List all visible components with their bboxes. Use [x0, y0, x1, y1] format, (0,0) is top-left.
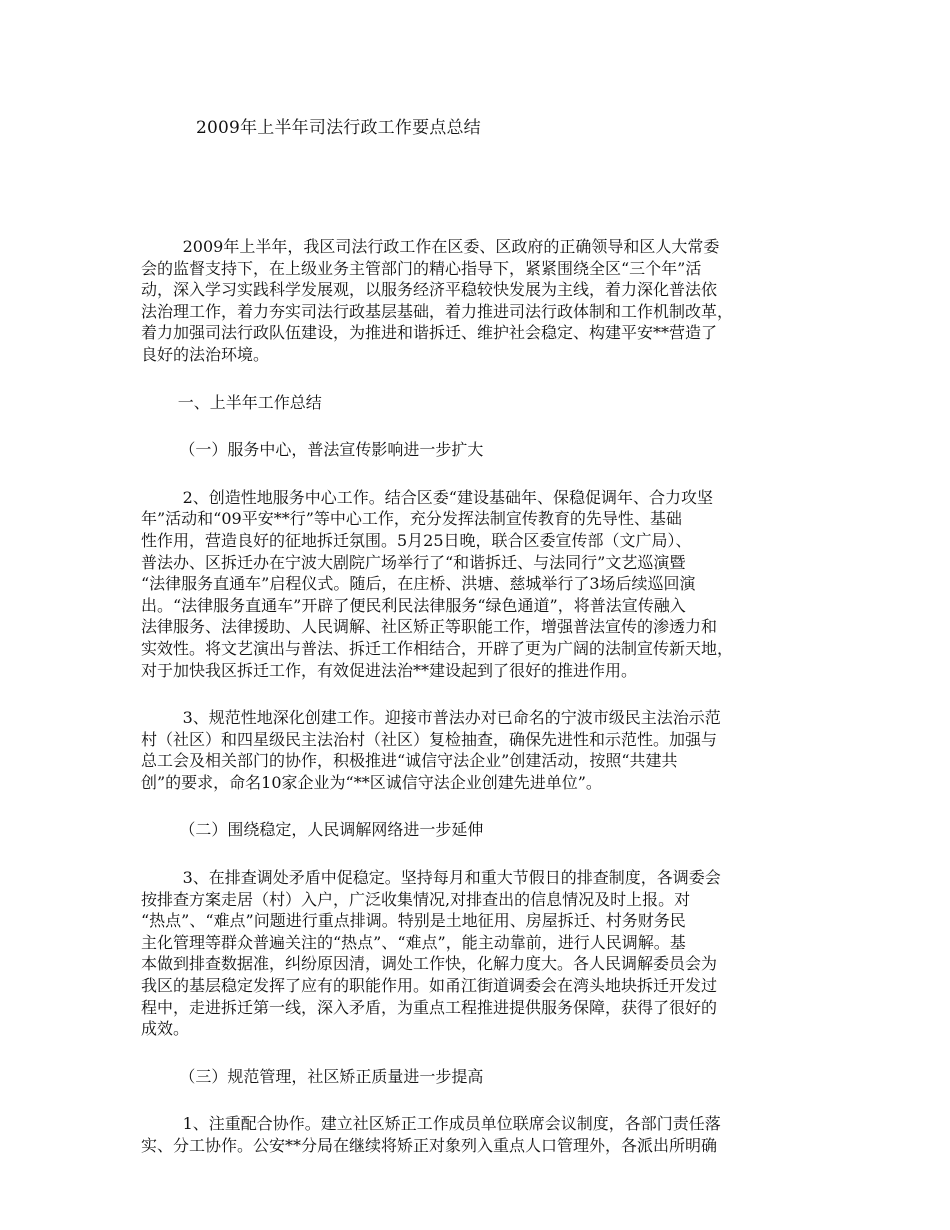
intro-paragraph — [141, 236, 831, 366]
text-line: 程中，走进拆迁第一线，深入矛盾，为重点工程推进提供服务保障，获得了很好的 — [141, 997, 718, 1017]
subsection-heading-3: （三）规范管理，社区矫正质量进一步提高 — [179, 1066, 484, 1086]
text-line: 3、规范性地深化创建工作。迎接市普法办对已命名的宁波市级民主法治示范 — [182, 708, 721, 728]
text-line: 实效性。将文艺演出与普法、拆迁工作相结合，开辟了更为广阔的法制宣传新天地， — [141, 638, 734, 658]
text-line: 2009年上半年，我区司法行政工作在区委、区政府的正确领导和区人大常委 — [182, 237, 720, 256]
paragraph-dispute-mediation — [141, 867, 831, 1040]
text-line: 动，深入学习实践科学发展观，以服务经济平稳较快发展为主线，着力深化普法依 — [141, 280, 718, 300]
text-line: 主化管理等群众普遍关注的“热点”、“难点”，能主动靠前，进行人民调解。基 — [141, 932, 686, 952]
text-line: 成效。 — [141, 1019, 190, 1039]
text-line: “法律服务直通车”启程仪式。随后，在庄桥、洪塘、慈城举行了3场后续巡回演 — [141, 574, 696, 594]
text-line: 创”的要求，命名10家企业为“**区诚信守法企业创建先进单位”。 — [141, 772, 602, 792]
document-body — [141, 236, 831, 1157]
text-line: 我区的基层稳定发挥了应有的职能作用。如甬江街道调委会在湾头地块拆迁开发过 — [141, 976, 718, 996]
text-line: 本做到排查数据准，纠纷原因清，调处工作快，化解力度大。各人民调解委员会为 — [141, 954, 718, 974]
subsection-heading-1: （一）服务中心，普法宣传影响进一步扩大 — [179, 440, 484, 460]
text-line: 村（社区）和四星级民主法治村（社区）复检抽查，确保先进性和示范性。加强与 — [141, 729, 718, 749]
text-line: 法律服务、法律援助、人民调解、社区矫正等职能工作，增强普法宣传的渗透力和 — [141, 617, 718, 637]
paragraph-cooperation — [141, 1113, 831, 1156]
text-line: 年”活动和“09平安**行”等中心工作，充分发挥法制宣传教育的先导性、基础 — [141, 509, 682, 529]
document-title: 2009年上半年司法行政工作要点总结 — [196, 118, 481, 138]
text-line: 总工会及相关部门的协作，积极推进“诚信守法企业”创建活动，按照“共建共 — [141, 751, 678, 771]
text-line: 着力加强司法行政队伍建设，为推进和谐拆迁、维护社会稳定、构建平安**营造了 — [141, 323, 718, 343]
text-line: 2、创造性地服务中心工作。结合区委“建设基础年、保稳促调年、合力攻坚 — [182, 487, 713, 507]
text-line: 普法办、区拆迁办在宁波大剧院广场举行了“和谐拆迁、与法同行”文艺巡演暨 — [141, 552, 686, 572]
text-line: 良好的法治环境。 — [141, 344, 270, 364]
section-heading-1: 一、上半年工作总结 — [177, 392, 322, 412]
text-line: 实、分工协作。公安**分局在继续将矫正对象列入重点人口管理外，各派出所明确 — [141, 1136, 718, 1155]
text-line: 对于加快我区拆迁工作，有效促进法治**建设起到了很好的推进作用。 — [141, 660, 638, 680]
text-line: 性作用，营造良好的征地拆迁氛围。5月25日晚，联合区委宣传部（文广局）、 — [141, 530, 692, 550]
text-line: 法治理工作，着力夯实司法行政基层基础，着力推进司法行政体制和工作机制改革， — [141, 301, 734, 321]
text-line: 1、注重配合协作。建立社区矫正工作成员单位联席会议制度，各部门责任落 — [182, 1114, 721, 1134]
text-line: 出。“法律服务直通车”开辟了便民利民法律服务“绿色通道”，将普法宣传融入 — [141, 595, 686, 615]
text-line: 按排查方案走居（村）入户，广泛收集情况,对排查出的信息情况及时上报。对 — [141, 889, 691, 909]
paragraph-service-center — [141, 487, 831, 681]
subsection-heading-2: （二）围绕稳定，人民调解网络进一步延伸 — [179, 820, 484, 840]
paragraph-creation-work — [141, 707, 831, 793]
text-line: “热点”、“难点”问题进行重点排调。特别是土地征用、房屋拆迁、村务财务民 — [141, 911, 686, 931]
text-line: 3、在排查调处矛盾中促稳定。坚持每月和重大节假日的排查制度，各调委会 — [182, 868, 721, 888]
text-line: 会的监督支持下，在上级业务主管部门的精心指导下，紧紧围绕全区“三个年”活 — [141, 258, 702, 278]
